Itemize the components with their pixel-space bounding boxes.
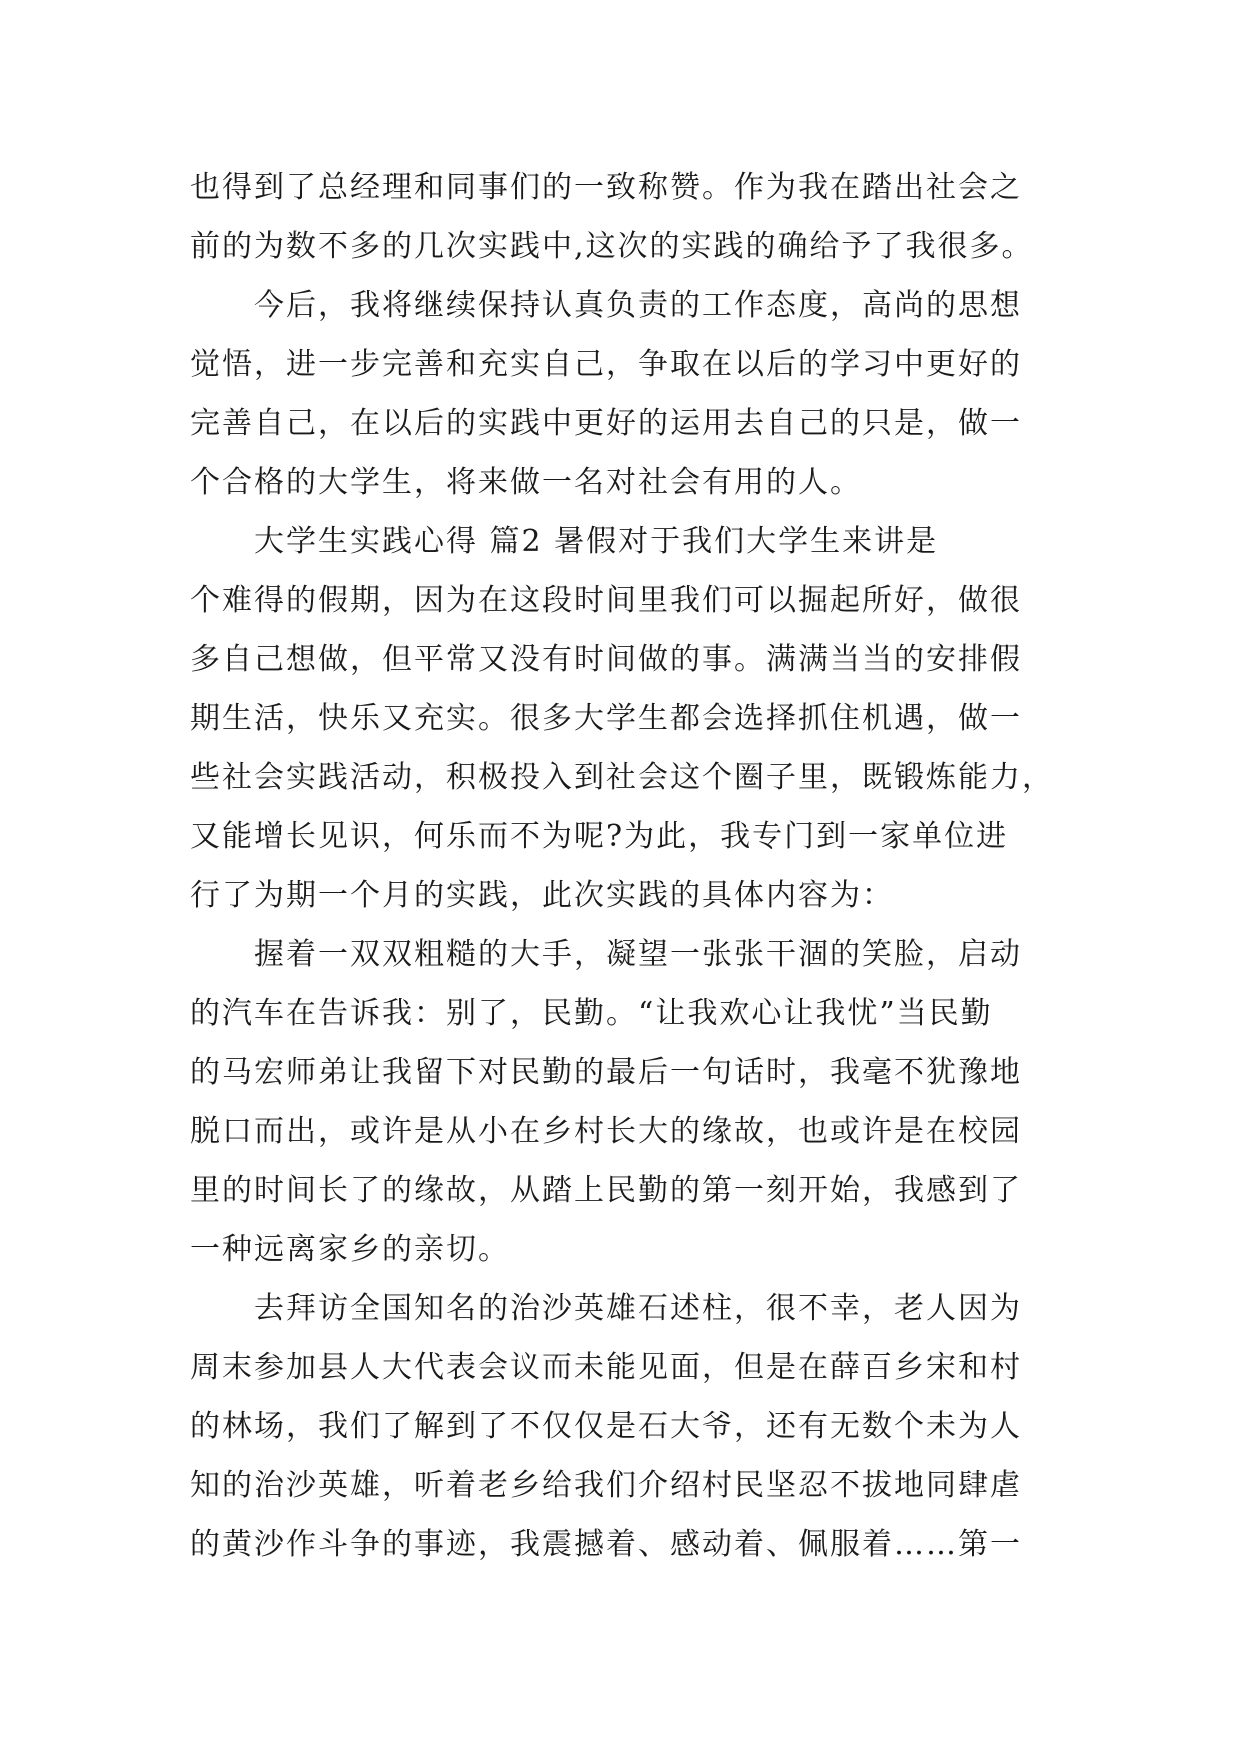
text-line: 脱口而出，或许是从小在乡村长大的缘故，也或许是在校园: [190, 1114, 1022, 1149]
text-line: 周末参加县人大代表会议而未能见面，但是在薛百乡宋和村: [190, 1350, 1022, 1385]
text-line: 个合格的大学生，将来做一名对社会有用的人。: [190, 465, 862, 500]
text-line: 完善自己，在以后的实践中更好的运用去自己的只是，做一: [190, 406, 1022, 441]
text-line: 也得到了总经理和同事们的一致称赞。作为我在踏出社会之: [190, 170, 1022, 205]
document-body: [190, 158, 1070, 1574]
text-line: 个难得的假期，因为在这段时间里我们可以掘起所好，做很: [190, 583, 1022, 618]
text-line: 期生活，快乐又充实。很多大学生都会选择抓住机遇，做一: [190, 701, 1022, 736]
paragraph-3: [190, 512, 1070, 925]
text-line: 前的为数不多的几次实践中,这次的实践的确给予了我很多。: [190, 229, 1034, 264]
text-line: 知的治沙英雄，听着老乡给我们介绍村民坚忍不拔地同肆虐: [190, 1468, 1022, 1503]
text-line: 的汽车在告诉我：别了，民勤。“让我欢心让我忧”当民勤: [190, 996, 993, 1031]
section-heading-line: 大学生实践心得 篇2 暑假对于我们大学生来讲是: [254, 524, 939, 559]
text-line: 今后，我将继续保持认真负责的工作态度，高尚的思想: [254, 288, 1022, 323]
text-line: 去拜访全国知名的治沙英雄石述柱，很不幸，老人因为: [254, 1291, 1022, 1326]
paragraph-1: [190, 158, 1070, 276]
text-line: 一种远离家乡的亲切。: [190, 1232, 510, 1267]
text-line: 些社会实践活动，积极投入到社会这个圈子里，既锻炼能力，: [190, 760, 1054, 795]
paragraph-5: [190, 1279, 1070, 1574]
text-line: 觉悟，进一步完善和充实自己，争取在以后的学习中更好的: [190, 347, 1022, 382]
text-line: 多自己想做，但平常又没有时间做的事。满满当当的安排假: [190, 642, 1022, 677]
text-line: 行了为期一个月的实践，此次实践的具体内容为：: [190, 878, 894, 913]
text-line: 握着一双双粗糙的大手，凝望一张张干涸的笑脸，启动: [254, 937, 1022, 972]
text-line: 又能增长见识，何乐而不为呢?为此，我专门到一家单位进: [190, 819, 1009, 854]
text-line: 的马宏师弟让我留下对民勤的最后一句话时，我毫不犹豫地: [190, 1055, 1022, 1090]
paragraph-2: [190, 276, 1070, 512]
text-line: 的黄沙作斗争的事迹，我震撼着、感动着、佩服着……第一: [190, 1527, 1022, 1562]
text-line: 的林场，我们了解到了不仅仅是石大爷，还有无数个未为人: [190, 1409, 1022, 1444]
text-line: 里的时间长了的缘故，从踏上民勤的第一刻开始，我感到了: [190, 1173, 1022, 1208]
paragraph-4: [190, 925, 1070, 1279]
